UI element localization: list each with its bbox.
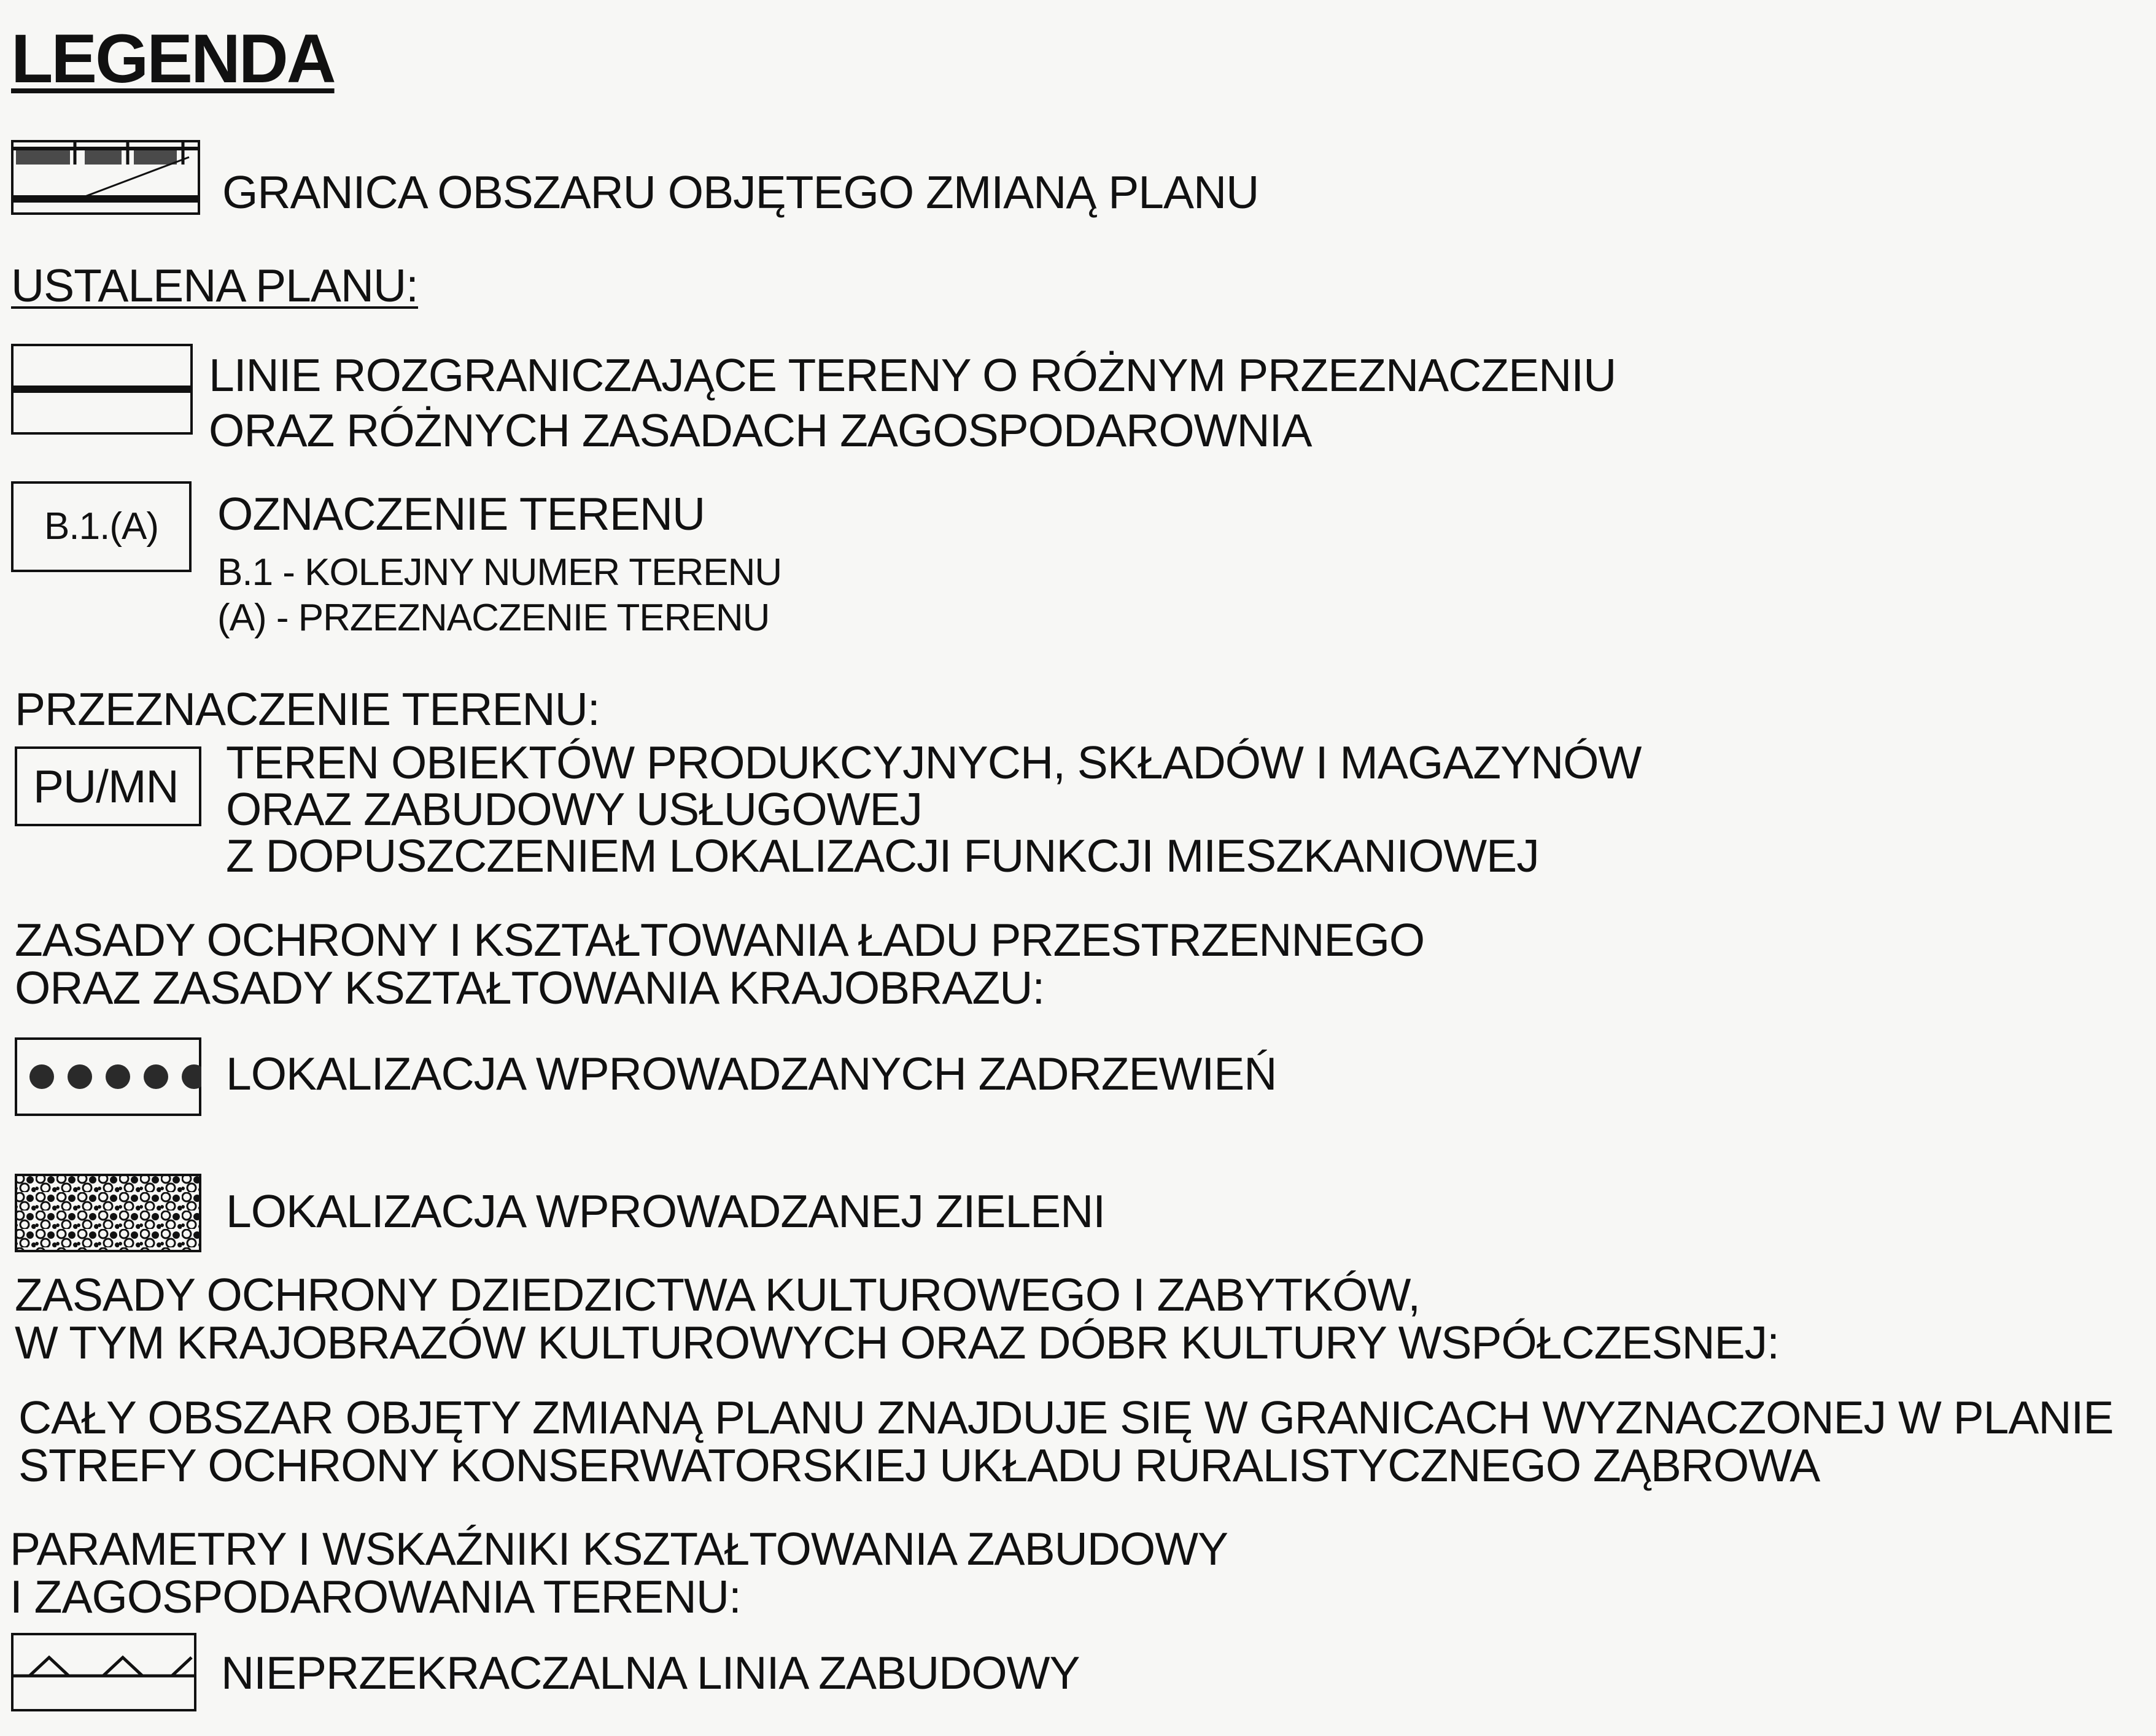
trees-symbol bbox=[15, 1037, 201, 1116]
designation-code: B.1.(A) bbox=[44, 505, 158, 548]
dividing-lines-symbol bbox=[11, 344, 193, 435]
dividing-lines-line1: LINIE ROZGRANICZAJĄCE TERENY O RÓŻNYM PRZEZNACZENIU bbox=[209, 349, 1616, 401]
boundary-label: GRANICA OBSZARU OBJĘTEGO ZMIANĄ PLANU bbox=[222, 166, 1259, 218]
land-use-symbol bbox=[15, 746, 201, 826]
parameters-heading-2: I ZAGOSPODAROWANIA TERENU: bbox=[10, 1571, 741, 1622]
plan-settings-heading: USTALENA PLANU: bbox=[11, 260, 419, 311]
land-use-heading: PRZEZNACZENIE TERENU: bbox=[15, 683, 600, 735]
land-use-line1: TEREN OBIEKTÓW PRODUKCYJNYCH, SKŁADÓW I MAGAZYNÓW bbox=[226, 737, 1642, 788]
land-use-line2: ORAZ ZABUDOWY USŁUGOWEJ bbox=[226, 783, 923, 835]
designation-label: OZNACZENIE TERENU bbox=[217, 488, 705, 540]
building-line-label: NIEPRZEKRACZALNA LINIA ZABUDOWY bbox=[221, 1647, 1080, 1699]
land-use-line3: Z DOPUSZCZENIEM LOKALIZACJI FUNKCJI MIESZKANIOWEJ bbox=[226, 830, 1539, 882]
dividing-lines-line2: ORAZ RÓŻNYCH ZASADACH ZAGOSPODAROWNIA bbox=[209, 405, 1312, 456]
greenery-label: LOKALIZACJA WPROWADZANEJ ZIELENI bbox=[226, 1185, 1106, 1237]
designation-symbol bbox=[11, 481, 192, 572]
building-line-symbol bbox=[11, 1633, 196, 1711]
trees-label: LOKALIZACJA WPROWADZANYCH ZADRZEWIEŃ bbox=[226, 1048, 1277, 1099]
greenery-symbol bbox=[15, 1174, 201, 1252]
land-use-code: PU/MN bbox=[33, 760, 179, 812]
landscape-heading-2: ORAZ ZASADY KSZTAŁTOWANIA KRAJOBRAZU: bbox=[15, 962, 1045, 1013]
heritage-text-1: CAŁY OBSZAR OBJĘTY ZMIANĄ PLANU ZNAJDUJE SIĘ W GRANICACH WYZNACZONEJ W PLANIE bbox=[18, 1392, 2114, 1443]
designation-sub2: (A) - PRZEZNACZENIE TERENU bbox=[217, 597, 770, 639]
boundary-symbol bbox=[11, 140, 200, 215]
heritage-heading-2: W TYM KRAJOBRAZÓW KULTUROWYCH ORAZ DÓBR KULTURY WSPÓŁCZESNEJ: bbox=[15, 1317, 1779, 1368]
landscape-heading-1: ZASADY OCHRONY I KSZTAŁTOWANIA ŁADU PRZESTRZENNEGO bbox=[15, 914, 1425, 966]
parameters-heading-1: PARAMETRY I WSKAŹNIKI KSZTAŁTOWANIA ZABUDOWY bbox=[10, 1523, 1228, 1575]
legend-title: LEGENDA bbox=[11, 20, 335, 97]
heritage-heading-1: ZASADY OCHRONY DZIEDZICTWA KULTUROWEGO I ZABYTKÓW, bbox=[15, 1269, 1421, 1320]
designation-sub1: B.1 - KOLEJNY NUMER TERENU bbox=[217, 551, 782, 594]
heritage-text-2: STREFY OCHRONY KONSERWATORSKIEJ UKŁADU RURALISTYCZNEGO ZĄBROWA bbox=[18, 1440, 1820, 1491]
